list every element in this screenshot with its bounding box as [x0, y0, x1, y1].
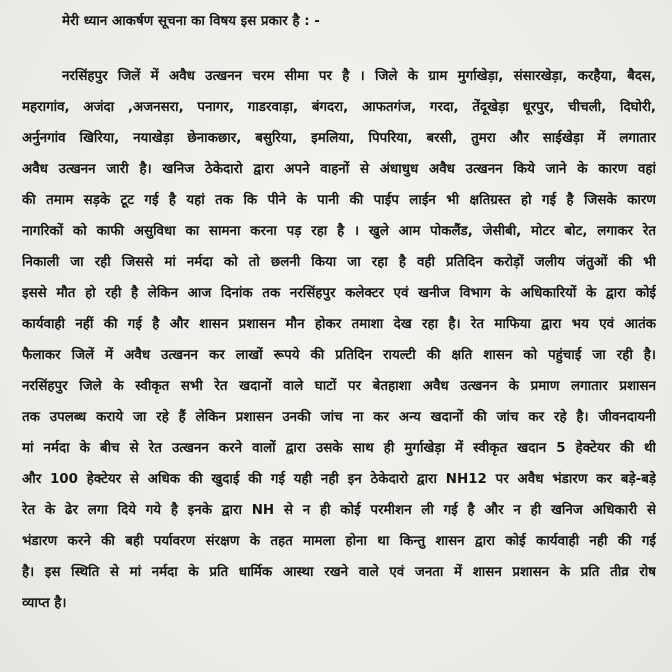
paragraph-line: व्याप्त है। — [22, 596, 67, 611]
paragraph-line: इससे मौत हो रही है लेकिन आज दिनांक तक नरसिंहपुर कलेक्टर एवं खनीज विभाग के अधिकारियों के द्वारा कोई — [22, 286, 656, 301]
paragraph-line: तक उपलब्ध कराये जा रहे हैं लेकिन प्रशासन उनकी जांच ना कर अन्य खदानों की जांच कर रहे है। जीवनदायनी — [22, 410, 656, 425]
paragraph-line: और 100 हेक्टेयर से अधिक की खुदाई की गई यही नही इन ठेकेदारो द्वारा NH12 पर अवैध भंडारण कर बड़े-बड़े — [22, 472, 656, 487]
paragraph-line: अवैध उत्खनन जारी है। खनिज ठेकेदारो द्वारा अपने वाहनों से अंधाधुध अवैध उत्खनन किये जाने के कारण वहां — [22, 162, 656, 177]
paragraph-line: मां नर्मदा के बीच से रेत उत्खनन करने वालों द्वारा उसके साथ ही मुर्गाखेड़ा में स्वीकृत खदान 5 हेक्टेयर की थी — [22, 441, 656, 456]
paragraph-line: नरसिंहपुर जिले के स्वीकृत सभी रेत खदानों वाले घाटों पर बेतहाशा अवैध उत्खनन के प्रमाण लगातार प्रशासन — [22, 379, 656, 394]
document-heading: मेरी ध्यान आकर्षण सूचना का विषय इस प्रकार है : - — [62, 14, 320, 29]
paragraph-line: अर्नुनगांव खिरिया, नयाखेड़ा छेनाकछार, बसुरिया, इमलिया, पिपरिया, बरसी, तुमरा और साईखेड़ा में लगातार — [22, 131, 656, 146]
paragraph-line: निकाली जा रही जिससे मां नर्मदा को तो छलनी किया जा रहा है वही प्रतिदिन करोड़ों जलीय जंतुओं की भी — [22, 255, 656, 270]
paragraph-line: कार्यवाही नहीं की गई है और शासन प्रशासन मौन होकर तमाशा देख रहा है। रेत माफिया द्वारा भय एवं आतंक — [22, 317, 656, 332]
paragraph-line: भंडारण करने की बही पर्यावरण संरक्षण के तहत मामला होना था किन्तु शासन द्वारा कोई कार्यवाही नही की गई — [22, 534, 656, 549]
paragraph-line: महरागांव, अजंदा ,अजनसरा, पनागर, गाडरवाड़ा, बंगदरा, आफतगंज, गरदा, तेंदूखेड़ा धूरपुर, चीचली, दिघोरी, — [22, 100, 656, 115]
paragraph-line: रेत के ढेर लगा दिये गये है इनके द्वारा NH से न ही कोई परमीशन ली गई है और न ही खनिज अधिकारी से — [22, 503, 656, 518]
paragraph-line: की तमाम सड़के टूट गई है यहां तक कि पीने के पानी की पाईप लाईन भी क्षतिग्रस्त हो गई है जिसके कारण — [22, 193, 656, 208]
paragraph-line: नरसिंहपुर जिलें में अवैध उत्खनन चरम सीमा पर है । जिले के ग्राम मुर्गाखेड़ा, संसारखेड़ा, करहैया, बैदस, — [62, 69, 656, 84]
paragraph-line: फैलाकर जिलें में अवैध उत्खनन कर लाखों रूपये की प्रतिदिन रायल्टी की क्षति शासन को पहुंचाई जा रही है। — [22, 348, 656, 363]
paragraph-line: है। इस स्थिति से मां नर्मदा के प्रति धार्मिक आस्था रखने वाले एवं जनता में शासन प्रशासन के प्रति तीव्र रोष — [22, 565, 656, 580]
paragraph-line: नागरिकों को काफी असुविधा का सामना करना पड़ रहा है । खुले आम पोकलैंड, जेसीबी, मोटर बोट, लगाकर रेत — [22, 224, 656, 239]
